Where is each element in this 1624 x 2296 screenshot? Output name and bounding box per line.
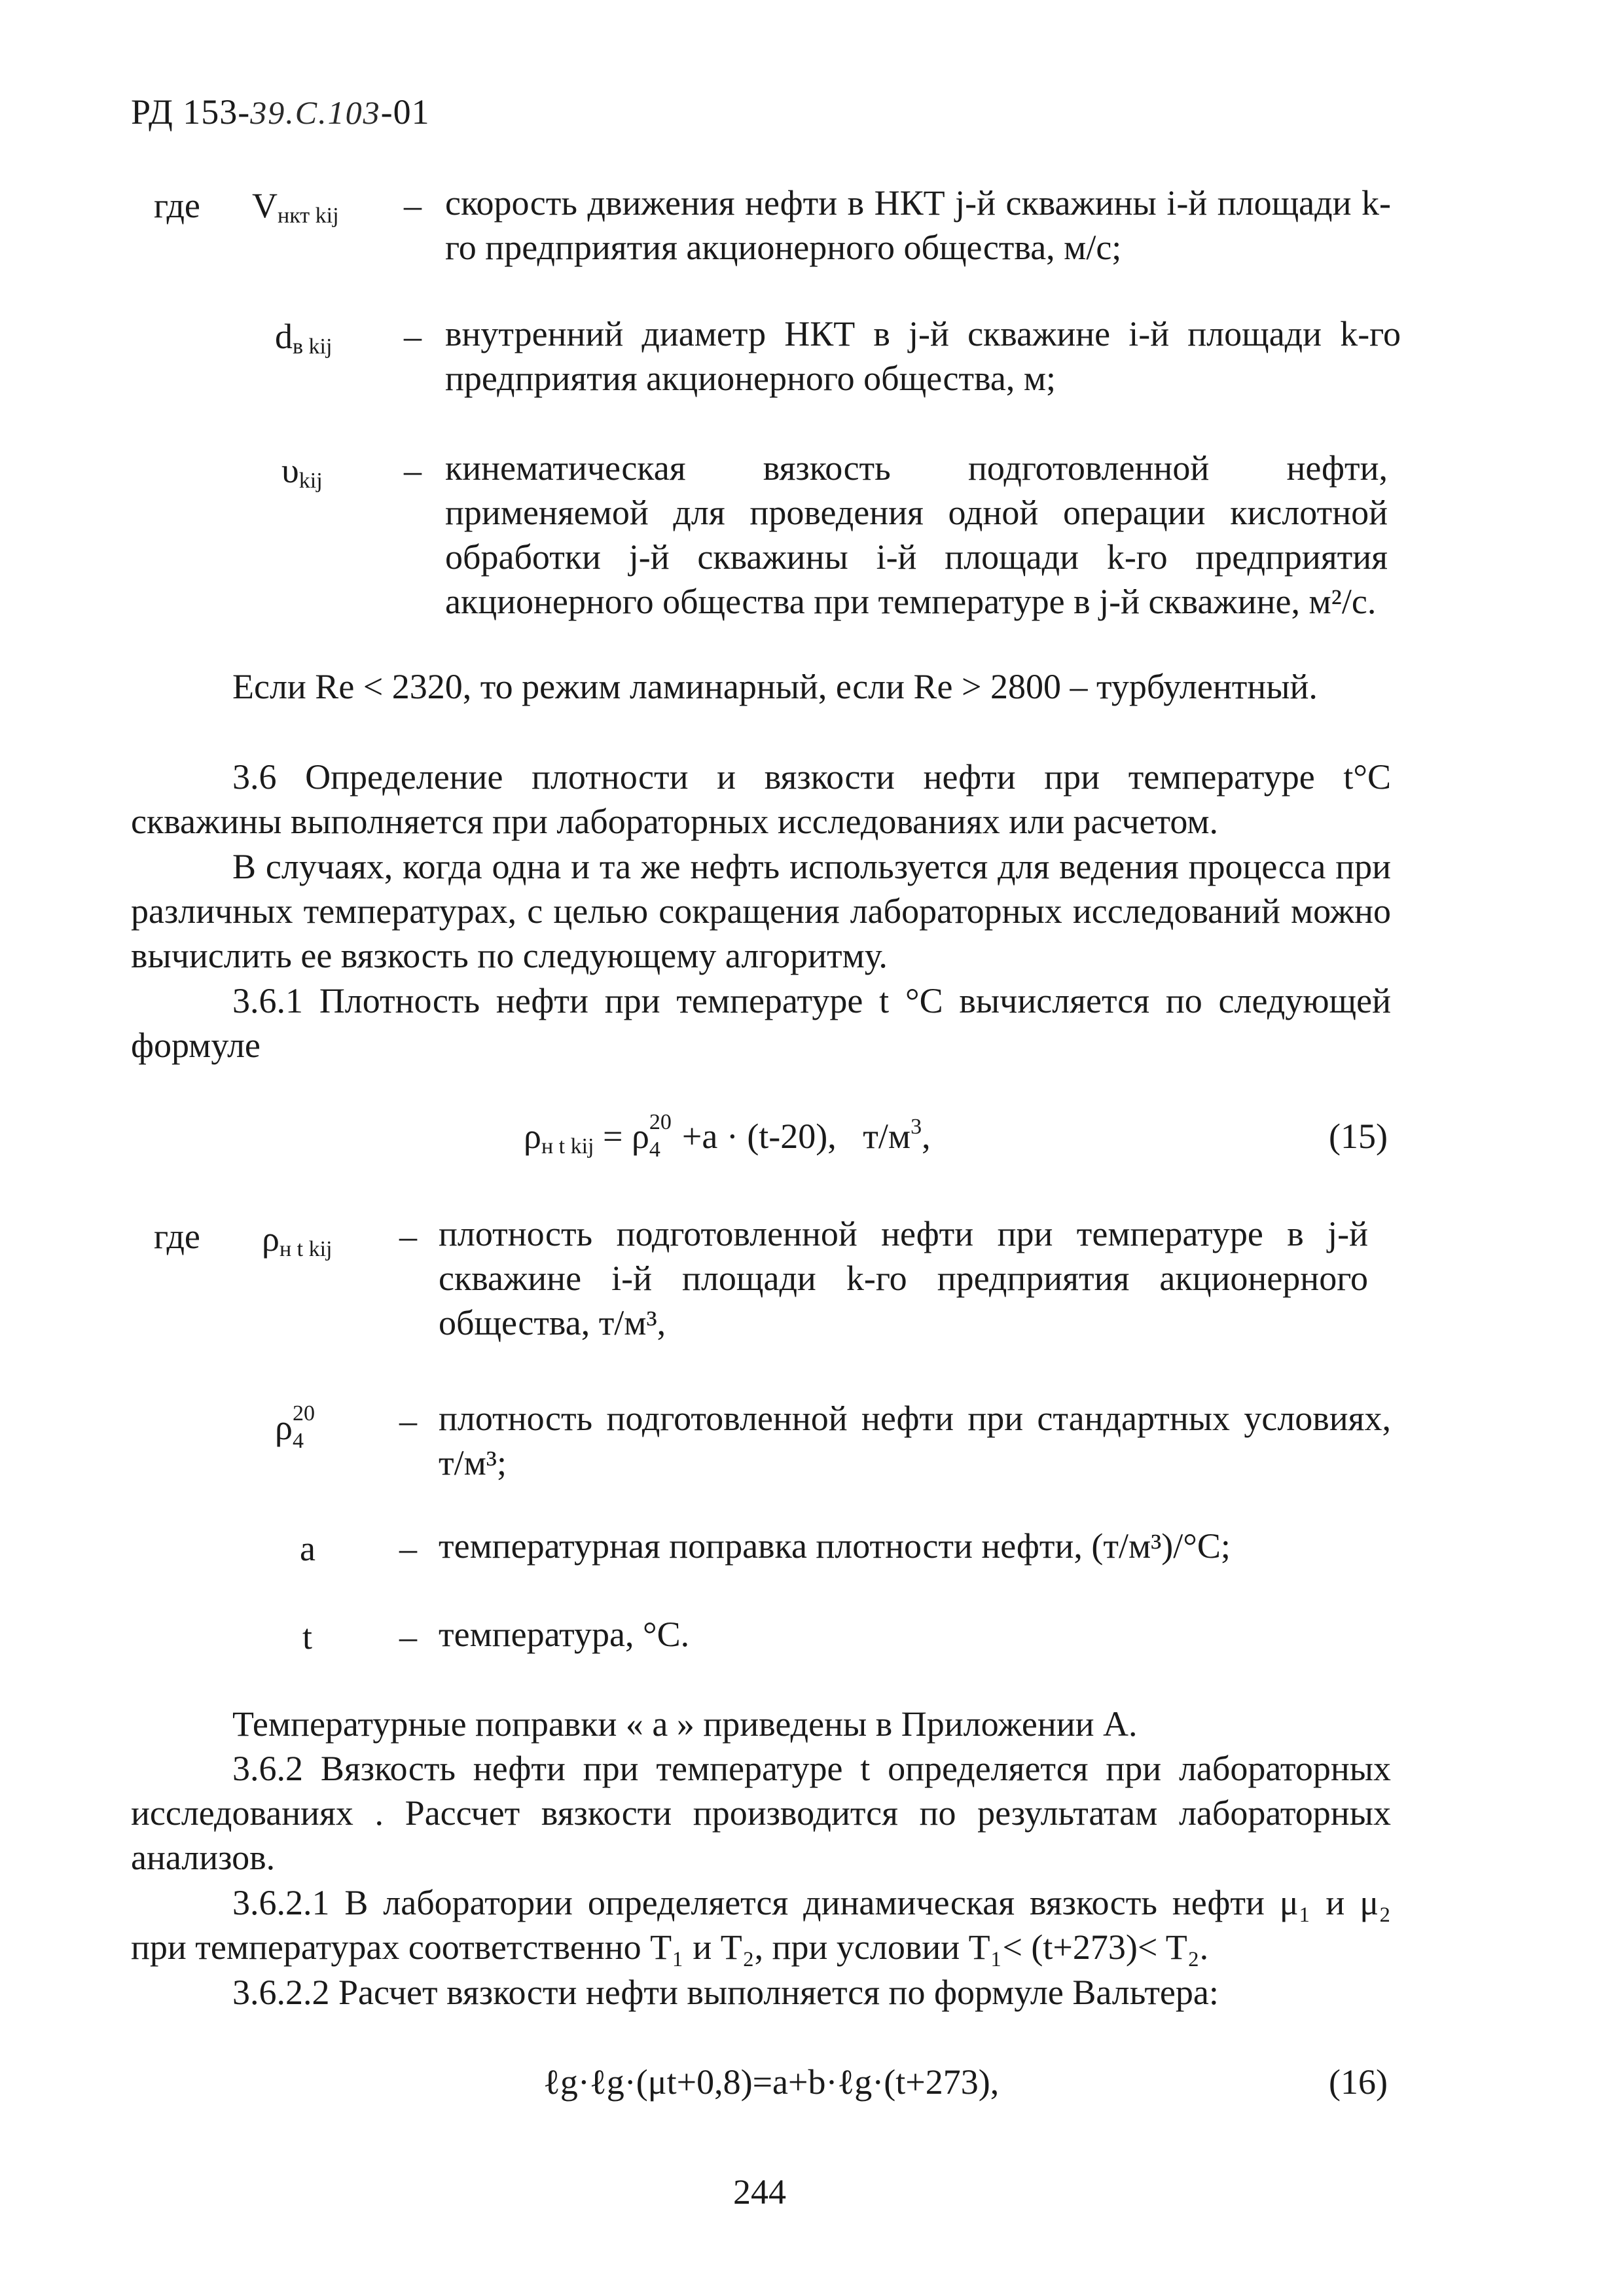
paragraph-3-6-2-2: 3.6.2.2 Расчет вязкости нефти выполняется по формуле Вальтера: xyxy=(232,1973,1219,2012)
paragraph-cases: В случаях, когда одна и та же нефть используется для ведения процесса при различных температурах, с целью сокращения лабораторных исследований можно вычислить ее вязкость по следующему алгоритму. xyxy=(131,847,1391,975)
definition-v-nkt: скорость движения нефти в НКТ j-й скважины i-й площади k-го предприятия акционерного общества, м/с; xyxy=(445,183,1391,267)
page-number: 244 xyxy=(733,2172,786,2212)
equation-number-16: (16) xyxy=(1329,2062,1388,2102)
symbol-v-nkt: $V_{нкт kij}$ xyxy=(252,186,339,228)
equation-number-15: (15) xyxy=(1329,1117,1388,1156)
where-label: где xyxy=(154,1217,200,1256)
definition-rho-20-4: плотность подготовленной нефти при стандартных условиях, т/м³; xyxy=(439,1399,1391,1482)
paragraph-3-6-1: 3.6.1 Плотность нефти при температуре t °С вычисляется по следующей формуле xyxy=(131,981,1391,1065)
where-label: где xyxy=(154,186,200,225)
formula-15: $\rho_{н t kij} = \rho$ 20 4 +a · (t-20), $т/м^3$, xyxy=(524,1110,931,1162)
paragraph-reynolds: Если Re < 2320, то режим ламинарный, если Re > 2800 – турбулентный. xyxy=(232,667,1318,706)
document-header xyxy=(131,92,430,132)
definition-dash: – xyxy=(404,186,422,225)
definition-dash: – xyxy=(399,1617,417,1657)
definition-dash: – xyxy=(399,1401,417,1441)
symbol-a: a xyxy=(300,1529,316,1568)
symbol-rho-n-t: $\rho_{н t kij}$ xyxy=(262,1219,333,1261)
definition-dash: – xyxy=(404,317,422,356)
formula-16: ℓg·ℓg·(μt+0,8)=a+b·ℓg·(t+273), xyxy=(543,2062,1000,2102)
symbol-t: t xyxy=(302,1617,313,1657)
header-prefix: РД 153- xyxy=(131,92,251,132)
symbol-nu: $\upsilon_{kij}$ xyxy=(281,451,323,493)
symbol-rho-20-4: ρ 20 4 xyxy=(275,1401,315,1453)
paragraph-3-6: 3.6 Определение плотности и вязкости нефти при температуре t°С скважины выполняется при лабораторных исследованиях или расчетом. xyxy=(131,757,1391,841)
definition-a: температурная поправка плотности нефти, (т/м³)/°С; xyxy=(439,1526,1231,1566)
definition-rho-n-t: плотность подготовленной нефти при температуре в j-й скважине i-й площади k-го предприятия акционерного общества, т/м³, xyxy=(439,1214,1368,1342)
header-suffix: -01 xyxy=(380,92,430,132)
definition-nu: кинематическая вязкость подготовленной нефти, применяемой для проведения одной операции кислотной обработки j-й скважины i-й площади k-го предприятия акционерного общества при температуре в j-й скважине, м²/с. xyxy=(445,448,1388,621)
definition-d-v: внутренний диаметр НКТ в j-й скважине i-й площади k-го предприятия акционерного общества, м; xyxy=(445,314,1401,398)
definition-dash: – xyxy=(399,1529,417,1568)
definition-dash: – xyxy=(404,451,422,490)
paragraph-3-6-2-1: 3.6.2.1 В лаборатории определяется динамическая вязкость нефти μ₁ и μ₂ при температурах соответственно T₁ и T₂, при условии T₁< (t+273)< T₂. xyxy=(131,1883,1391,1967)
symbol-d-v: $d_{в kij}$ xyxy=(275,317,333,359)
paragraph-3-6-2: 3.6.2 Вязкость нефти при температуре t определяется при лабораторных исследованиях . Рассчет вязкости производится по результатам лабораторных анализов. xyxy=(131,1749,1391,1877)
handwritten-code: 39.С.103 xyxy=(250,94,381,131)
definition-dash: – xyxy=(399,1217,417,1256)
definition-t: температура, °С. xyxy=(439,1615,690,1654)
paragraph-corrections: Температурные поправки « а » приведены в Приложении А. xyxy=(232,1704,1138,1744)
